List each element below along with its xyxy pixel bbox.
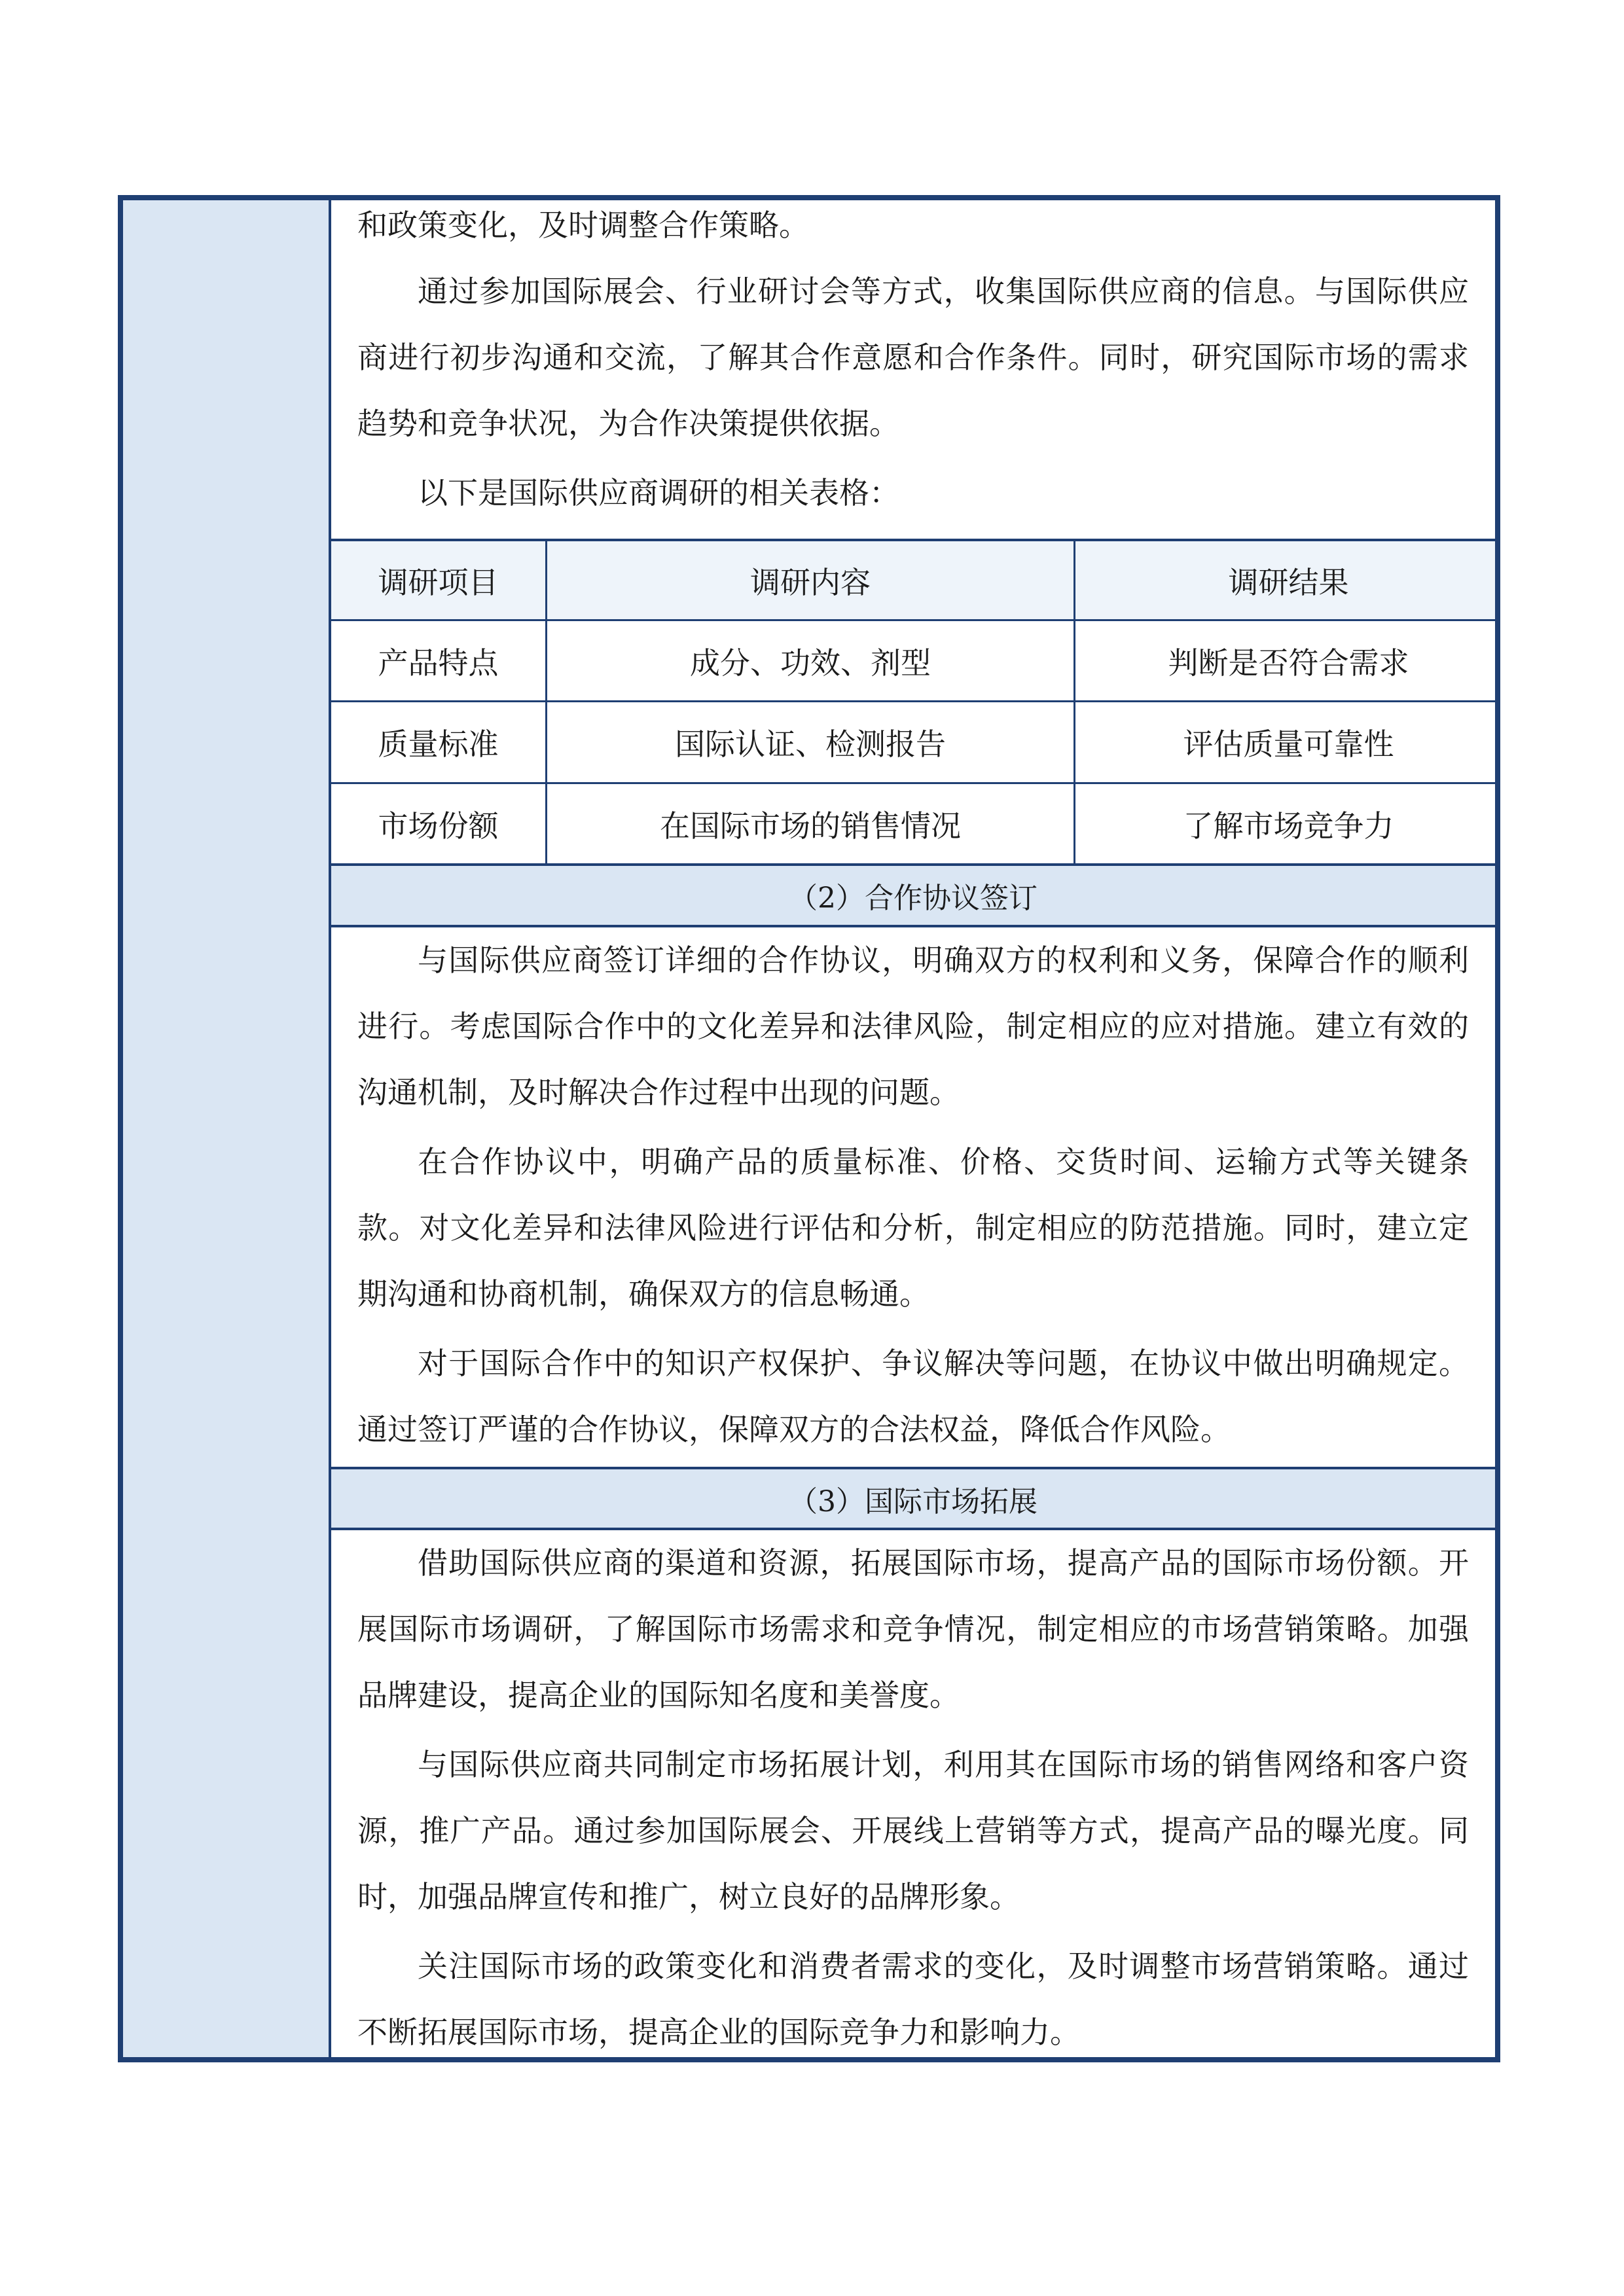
table-cell: 质量标准 [378,726,499,762]
table-header-cell: 调研内容 [750,564,871,600]
content-column [331,200,1495,2057]
intro-paragraph-2: 以下是国际供应商调研的相关表格： [418,475,899,511]
table-cell: 了解市场竞争力 [1183,808,1394,844]
section-2-title: （2）合作协议签订 [331,866,1495,925]
section-3-paragraph-2: 与国际供应商共同制定市场拓展计划，利用其在国际市场的销售网络和客户资源，推广产品。通过参加国际展会、开展线上营销等方式，提高产品的曝光度。同时，加强品牌宣传和推广，树立良好的品牌形象。 [357,1747,1469,1914]
intro-paragraph-1: 通过参加国际展会、行业研讨会等方式，收集国际供应商的信息。与国际供应商进行初步沟通和交流，了解其合作意愿和合作条件。同时，研究国际市场的需求趋势和竞争状况，为合作决策提供依据。 [357,274,1469,441]
document-frame [118,195,1500,2062]
section-3-paragraph-3: 关注国际市场的政策变化和消费者需求的变化，及时调整市场营销策略。通过不断拓展国际市场，提高企业的国际竞争力和影响力。 [357,1948,1469,2050]
section-3-title: （3）国际市场拓展 [331,1469,1495,1528]
section-2-paragraph-3: 对于国际合作中的知识产权保护、争议解决等问题，在协议中做出明确规定。通过签订严谨的合作协议，保障双方的合法权益，降低合作风险。 [357,1346,1469,1447]
table-cell: 评估质量可靠性 [1183,726,1394,762]
sidebar-column [123,200,331,2057]
table-cell: 在国际市场的销售情况 [660,808,961,844]
table-cell: 判断是否符合需求 [1168,645,1409,681]
section-2-paragraph-2: 在合作协议中，明确产品的质量标准、价格、交货时间、运输方式等关键条款。对文化差异和法律风险进行评估和分析，制定相应的防范措施。同时，建立定期沟通和协商机制，确保双方的信息畅通。 [357,1144,1469,1312]
table-cell: 国际认证、检测报告 [675,726,946,762]
section-2-paragraph-1: 与国际供应商签订详细的合作协议，明确双方的权利和义务，保障合作的顺利进行。考虑国际合作中的文化差异和法律风险，制定相应的应对措施。建立有效的沟通机制，及时解决合作过程中出现的问题。 [357,942,1469,1110]
table-cell: 产品特点 [378,645,499,681]
table-cell: 成分、功效、剂型 [690,645,931,681]
table-header-cell: 调研结果 [1228,564,1349,600]
table-cell: 市场份额 [378,808,499,844]
table-header-cell: 调研项目 [378,564,499,600]
carryover-paragraph: 和政策变化，及时调整合作策略。 [357,207,809,243]
section-3-paragraph-1: 借助国际供应商的渠道和资源，拓展国际市场，提高产品的国际市场份额。开展国际市场调研，了解国际市场需求和竞争情况，制定相应的市场营销策略。加强品牌建设，提高企业的国际知名度和美誉度。 [357,1545,1469,1713]
